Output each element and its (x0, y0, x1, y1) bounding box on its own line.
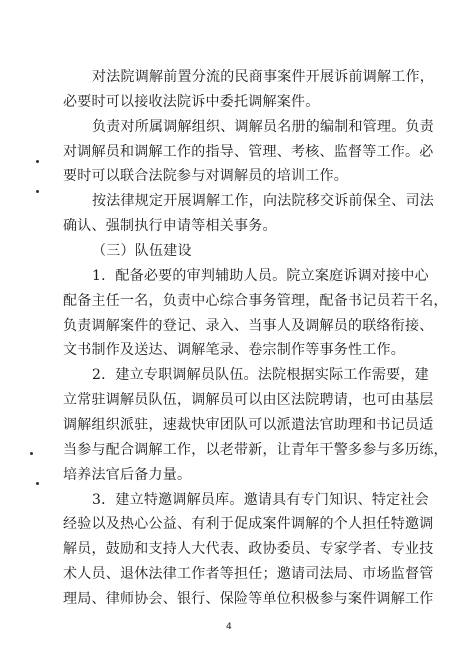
margin-dot (36, 190, 39, 193)
text-line: 当参与配合调解工作，以老带新，让青年干警多参与多历练， (63, 442, 448, 458)
text-line: 培养法官后备力量。 (63, 467, 192, 483)
section-heading: （三）队伍建设 (92, 243, 192, 259)
text-line: 按法律规定开展调解工作，向法院移交诉前保全、司法 (92, 193, 434, 209)
text-line: 3．建立特邀调解员库。邀请具有专门知识、特定社会 (92, 492, 429, 508)
text-line: 理局、律师协会、银行、保险等单位积极参与案件调解工作 (63, 591, 434, 607)
text-line: 1．配备必要的审判辅助人员。院立案庭诉调对接中心 (92, 268, 429, 284)
text-line: 配备主任一名，负责中心综合事务管理，配备书记员若干名， (63, 293, 448, 309)
text-line: 术人员、退休法律工作者等担任；邀请司法局、市场监督管 (63, 566, 434, 582)
margin-dot (36, 160, 39, 163)
margin-dot (36, 482, 39, 485)
text-line: 对调解员和调解工作的指导、管理、考核、监督等工作。必 (63, 144, 434, 160)
text-line: 经验以及热心公益、有利于促成案件调解的个人担任特邀调 (63, 516, 434, 532)
text-line: 调解组织派驻，速裁快审团队可以派遣法官助理和书记员适 (63, 417, 434, 433)
text-line: 确认、强制执行申请等相关事务。 (63, 218, 277, 234)
text-line: 负责调解案件的登记、录入、当事人及调解员的联络衔接、 (63, 318, 434, 334)
text-line: 解员，鼓励和支持人大代表、政协委员、专家学者、专业技 (63, 541, 434, 557)
text-line: 负责对所属调解组织、调解员名册的编制和管理。负责 (92, 119, 434, 135)
margin-dot (30, 452, 33, 455)
text-line: 要时可以联合法院参与对调解员的培训工作。 (63, 168, 348, 184)
text-line: 立常驻调解员队伍，调解员可以由区法院聘请，也可由基层 (63, 392, 434, 408)
text-line: 文书制作及送达、调解笔录、卷宗制作等事务性工作。 (63, 342, 405, 358)
page-number: 4 (226, 622, 232, 632)
text-line: 2．建立专职调解员队伍。法院根据实际工作需要，建 (92, 367, 429, 383)
text-line: 对法院调解前置分流的民商事案件开展诉前调解工作， (92, 69, 434, 85)
text-line: 必要时可以接收法院诉中委托调解案件。 (63, 94, 320, 110)
